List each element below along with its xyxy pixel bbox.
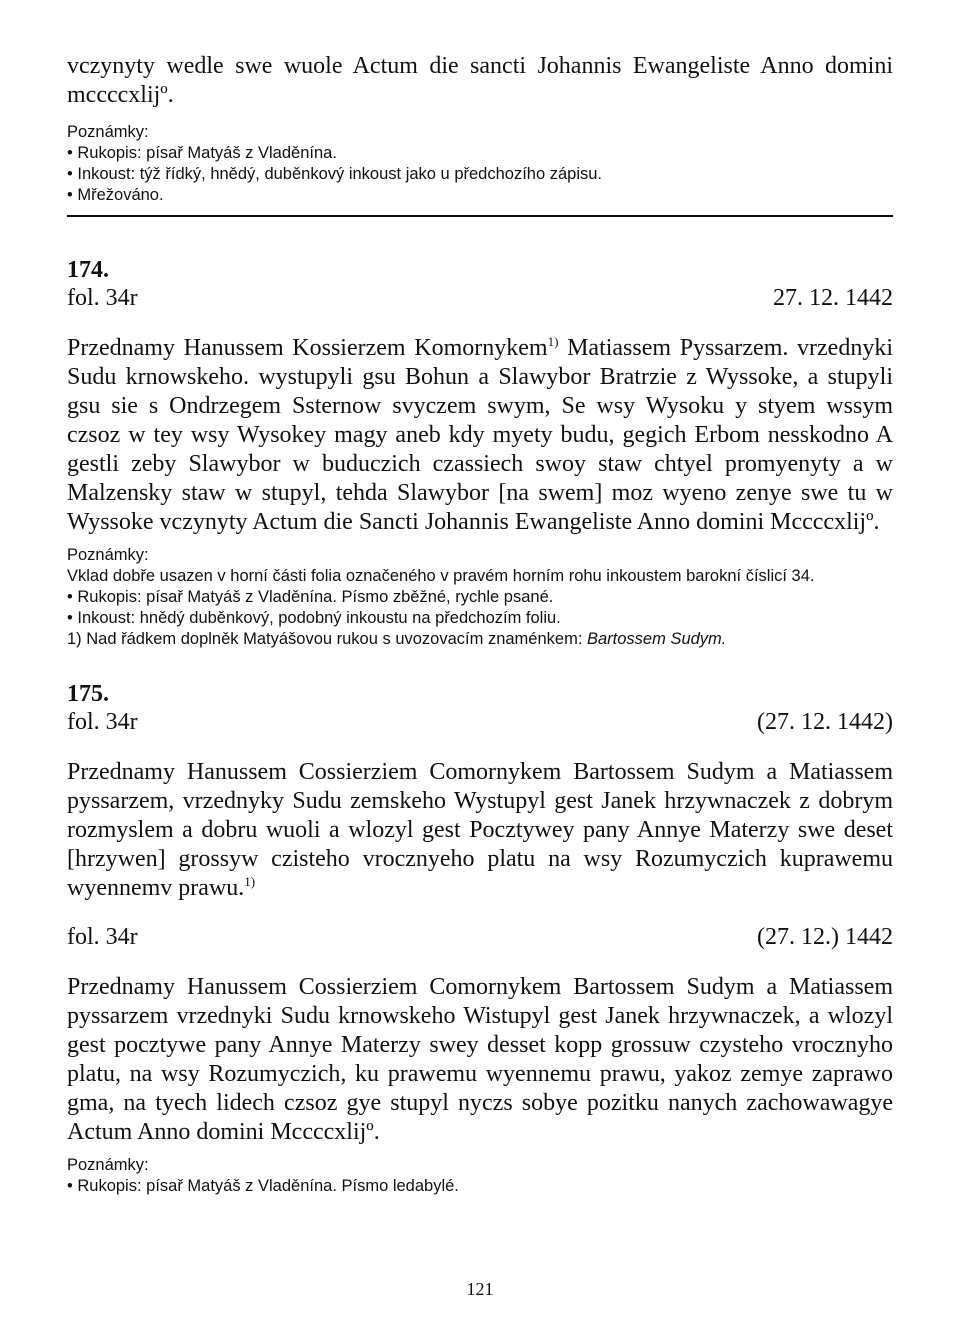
notes-label: Poznámky: — [67, 546, 149, 564]
footnote-text: 1) Nad řádkem doplněk Matyášovou rukou s uvozovacím znaménkem: — [67, 630, 587, 648]
entry-text — [67, 758, 893, 903]
entry-number: 174. — [67, 257, 109, 283]
footnote — [67, 629, 893, 650]
folio-label: fol. 34r — [67, 285, 138, 311]
entry-date: (27. 12. 1442) — [757, 709, 893, 735]
entry-notes — [67, 1155, 893, 1197]
folio-row — [67, 708, 893, 737]
entry-text: Przednamy Hanussem Cossierziem Comornykem Bartossem Sudym a Matiassem pyssarzem vrzednyki Sudu krnowskeho Wistupyl gest Janek hrzywnaczek, a wlozyl gest pocztywe pany Annye Materzy swey desset kopp grossuw czysteho vrocznyho platu, na wsy Rozumyczich, ku prawemu wyennemu prawu, yakoz zemye zaprawo gma, na tyech lidech czsoz gye stupyl nyczs sobye pozitku nanych zachowawagye Actum Anno domini Mccccxlijº. — [67, 974, 893, 1145]
section-divider — [67, 215, 893, 217]
folio-row — [67, 284, 893, 313]
page-content — [67, 52, 893, 1197]
note-item: • Mřežováno. — [67, 186, 164, 204]
folio-label: fol. 34r — [67, 709, 138, 735]
notes-label: Poznámky: — [67, 1156, 149, 1174]
entry-number: 175. — [67, 681, 109, 707]
top-notes — [67, 122, 893, 206]
notes-label: Poznámky: — [67, 123, 149, 141]
folio-label: fol. 34r — [67, 924, 138, 950]
folio-row — [67, 923, 893, 952]
entry-text-part: Przednamy Hanussem Kossierzem Komornykem — [67, 335, 548, 361]
entry-174 — [67, 256, 893, 650]
note-item: Vklad dobře usazen v horní části folia označeného v pravém horním rohu inkoustem barokní číslicí 34. — [67, 567, 815, 585]
continuation-paragraph: vczynyty wedle swe wuole Actum die sancti Johannis Ewangeliste Anno domini mcccсxlijº. — [67, 53, 893, 108]
footnote-marker: 1) — [244, 874, 256, 889]
entry-notes — [67, 545, 893, 650]
footnote-italic: Bartossem Sudym. — [587, 630, 727, 648]
entry-175 — [67, 680, 893, 1197]
note-item: • Inkoust: hnědý duběnkový, podobný inkoustu na předchozím foliu. — [67, 609, 561, 627]
entry-text-part: Przednamy Hanussem Cossierziem Comornykem Bartossem Sudym a Matiassem pyssarzem, vrzednyky Sudu zemskeho Wystupyl gest Janek hrzywnaczek z dobrym rozmyslem a dobru wuoli a wlozyl gest Pocztywey pany Annye Materzy swe deset [hrzywen] grossyw czisteho vrocznyeho platu na wsy Rozumyczich kuprawemu wyennemv prawu. — [67, 759, 893, 901]
note-item: • Inkoust: týž řídký, hnědý, duběnkový inkoust jako u předchozího zápisu. — [67, 165, 602, 183]
entry-date: (27. 12.) 1442 — [757, 924, 893, 950]
page-number: 121 — [466, 1279, 494, 1299]
entry-text-part: Matiassem Pyssarzem. vrzednyki Sudu krnowskeho. wystupyli gsu Bohun a Slawybor Bratrzie z Wyssoke, a stupyli gsu sie s Ondrzegem Ssternow svyczem swym, Se wsy Wysoku y styem wssym czsoz w tey wsy Wysokey magy aneb kdy myety budu, gegich Erbom nesskodno A gestli zeby Slawybor w buduczich czassiech swoy staw chtyel promyenyty a w Malzensky staw w stupyl, tehda Slawybor [na swem] moz wyeno zenye swe tu w Wyssoke vczynyty Actum die Sancti Johannis Ewangeliste Anno domini Mccccxlijº. — [67, 335, 893, 535]
note-item: • Rukopis: písař Matyáš z Vladěnína. Písmo ledabylé. — [67, 1177, 459, 1195]
footnote-marker: 1) — [547, 334, 559, 349]
note-item: • Rukopis: písař Matyáš z Vladěnína. — [67, 144, 337, 162]
note-item: • Rukopis: písař Matyáš z Vladěnína. Písmo zběžné, rychle psané. — [67, 588, 554, 606]
entry-text — [67, 334, 893, 537]
entry-date: 27. 12. 1442 — [773, 285, 893, 311]
